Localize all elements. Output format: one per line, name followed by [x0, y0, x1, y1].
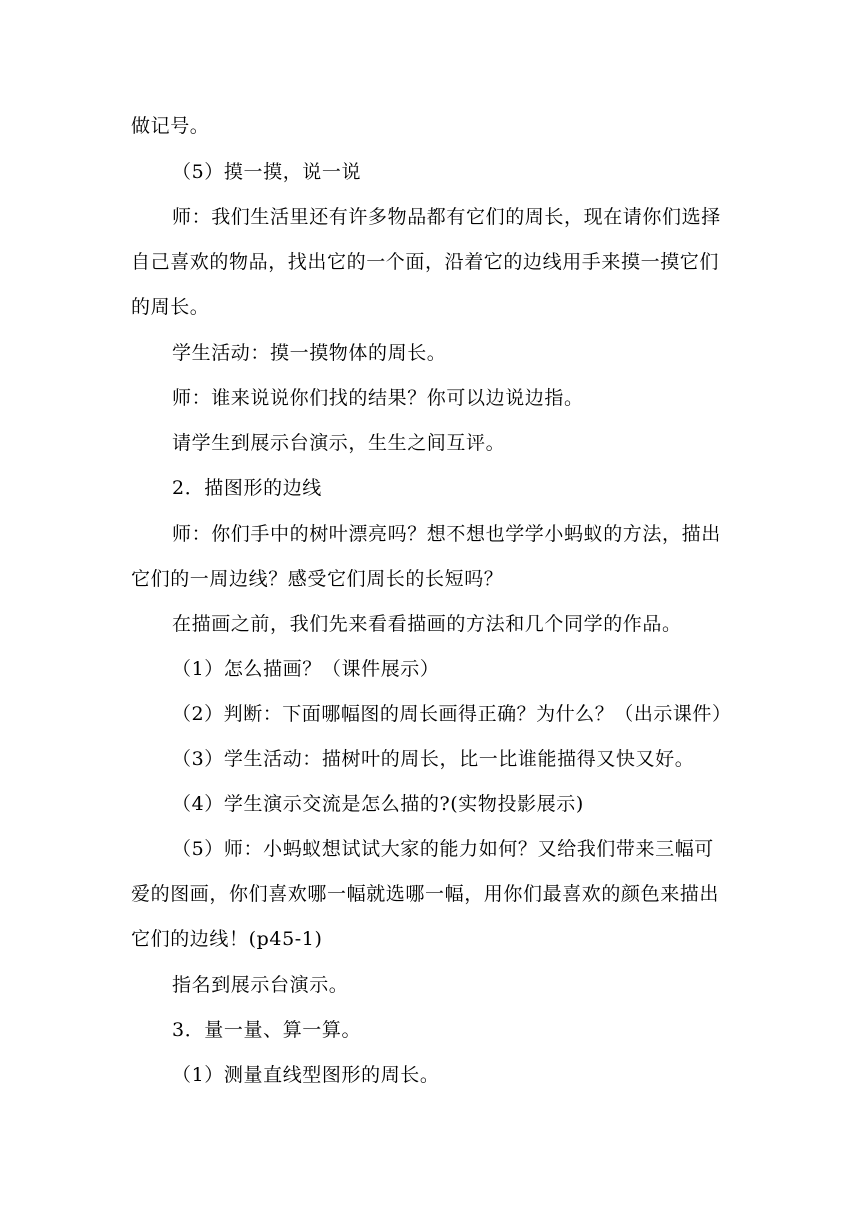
- text-line: 指名到展示台演示。: [172, 974, 349, 996]
- text-line: 做记号。: [131, 115, 210, 137]
- text-line: 爱的图画，你们喜欢哪一幅就选哪一幅，用你们最喜欢的颜色来描出: [131, 883, 720, 905]
- text-line: 师：谁来说说你们找的结果？你可以边说边指。: [172, 387, 584, 409]
- text-line: 它们的一周边线？感受它们周长的长短吗？: [131, 568, 504, 590]
- text-line: 自己喜欢的物品，找出它的一个面，沿着它的边线用手来摸一摸它们: [131, 251, 720, 273]
- text-line: 的周长。: [131, 296, 210, 318]
- text-line: 在描画之前，我们先来看看描画的方法和几个同学的作品。: [172, 613, 682, 635]
- section-heading: 3．量一量、算一算。: [172, 1019, 362, 1041]
- text-line: 请学生到展示台演示，生生之间互评。: [172, 432, 506, 454]
- text-line: 学生活动：摸一摸物体的周长。: [172, 342, 447, 364]
- subheading: （5）摸一摸，说一说: [172, 161, 362, 183]
- text-line: 它们的边线！(p45-1): [131, 928, 323, 950]
- list-item: （3）学生活动：描树叶的周长，比一比谁能描得又快又好。: [172, 748, 695, 770]
- text-line: 师：你们手中的树叶漂亮吗？想不想也学学小蚂蚁的方法，描出: [172, 523, 721, 545]
- list-item: （2）判断：下面哪幅图的周长画得正确？为什么？（出示课件）: [172, 703, 732, 725]
- list-item: （5）师：小蚂蚁想试试大家的能力如何？又给我们带来三幅可: [172, 838, 714, 860]
- section-heading: 2．描图形的边线: [172, 477, 322, 499]
- text-line: 师：我们生活里还有许多物品都有它们的周长，现在请你们选择: [172, 206, 721, 228]
- list-item: （1）怎么描画？（课件展示）: [172, 658, 440, 680]
- list-item: （1）测量直线型图形的周长。: [172, 1064, 440, 1086]
- list-item: （4）学生演示交流是怎么描的?(实物投影展示): [172, 793, 584, 815]
